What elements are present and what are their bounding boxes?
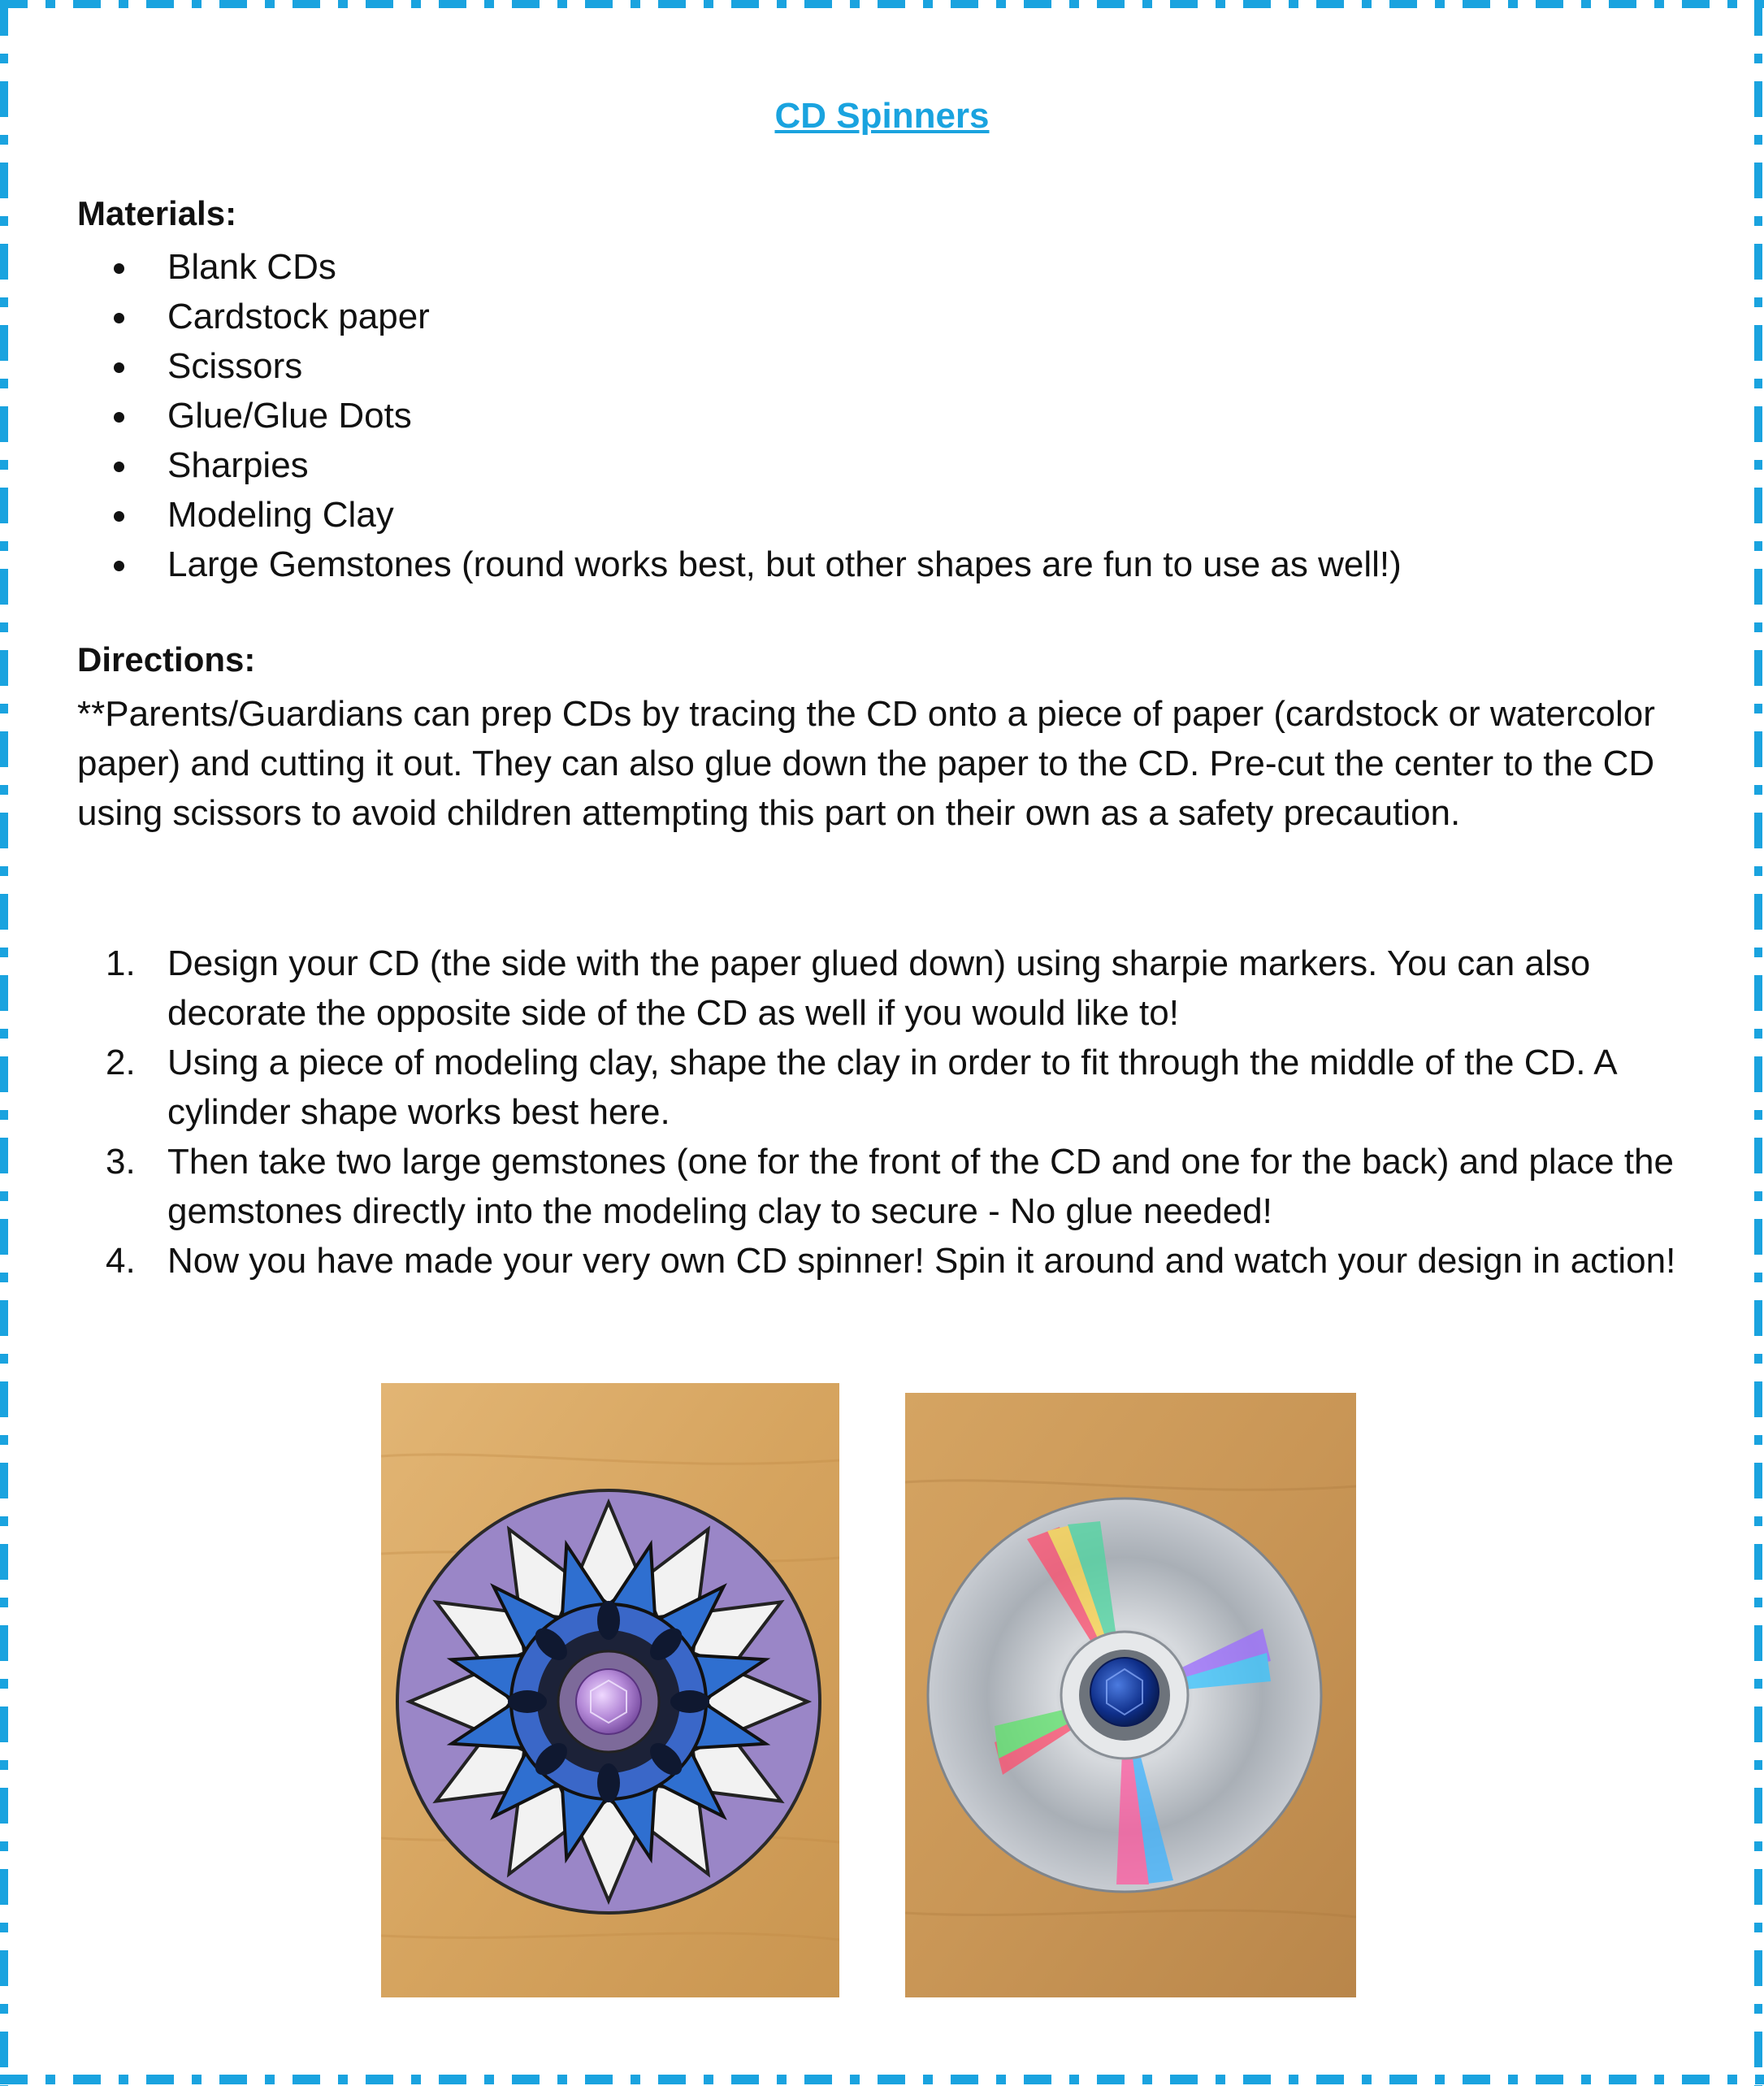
list-item: Scissors — [77, 341, 1402, 391]
page-border-right — [1754, 0, 1762, 2086]
step-text: Design your CD (the side with the paper glued down) using sharpie markers. You can also decorate the opposite side of the CD as well if you would like to! — [167, 943, 1591, 1033]
decorated-cd-image — [381, 1383, 839, 1997]
step-number: 3. — [106, 1142, 136, 1182]
step-item — [77, 1137, 1702, 1236]
cd-underside-photo — [905, 1393, 1356, 1997]
step-text: Then take two large gemstones (one for the front of the CD and one for the back) and place the gemstones directly into the modeling clay to secure - No glue needed! — [167, 1142, 1674, 1231]
list-item: Blank CDs — [77, 242, 1402, 292]
materials-heading: Materials: — [77, 194, 237, 232]
directions-heading: Directions: — [77, 640, 256, 679]
step-number: 1. — [106, 943, 136, 983]
step-item — [77, 1236, 1702, 1286]
step-text: Using a piece of modeling clay, shape the clay in order to fit through the middle of the CD. A cylinder shape works best here. — [167, 1043, 1616, 1132]
steps-list — [77, 939, 1702, 1286]
list-item: Cardstock paper — [77, 292, 1402, 341]
step-item — [77, 939, 1702, 1038]
step-text: Now you have made your very own CD spinner! Spin it around and watch your design in action! — [167, 1241, 1676, 1281]
list-item: Modeling Clay — [77, 490, 1402, 540]
step-item — [77, 1038, 1702, 1137]
decorated-cd-photo — [381, 1383, 839, 1997]
cd-underside-image — [905, 1393, 1356, 1997]
list-item: Sharpies — [77, 440, 1402, 490]
step-number: 2. — [106, 1043, 136, 1082]
page-border-top — [0, 0, 1764, 8]
page-border-left — [0, 0, 8, 2086]
materials-list — [77, 242, 1402, 589]
list-item: Glue/Glue Dots — [77, 391, 1402, 440]
page-border-bottom — [0, 2075, 1764, 2084]
list-item: Large Gemstones (round works best, but other shapes are fun to use as well!) — [77, 540, 1402, 589]
step-number: 4. — [106, 1241, 136, 1281]
directions-note: **Parents/Guardians can prep CDs by tracing the CD onto a piece of paper (cardstock or watercolor paper) and cutting it out. They can also glue down the paper to the CD. Pre-cut the center to the CD using scissors to avoid children attempting this part on their own as a safety precaution. — [77, 694, 1655, 833]
page-title: CD Spinners — [774, 96, 990, 136]
